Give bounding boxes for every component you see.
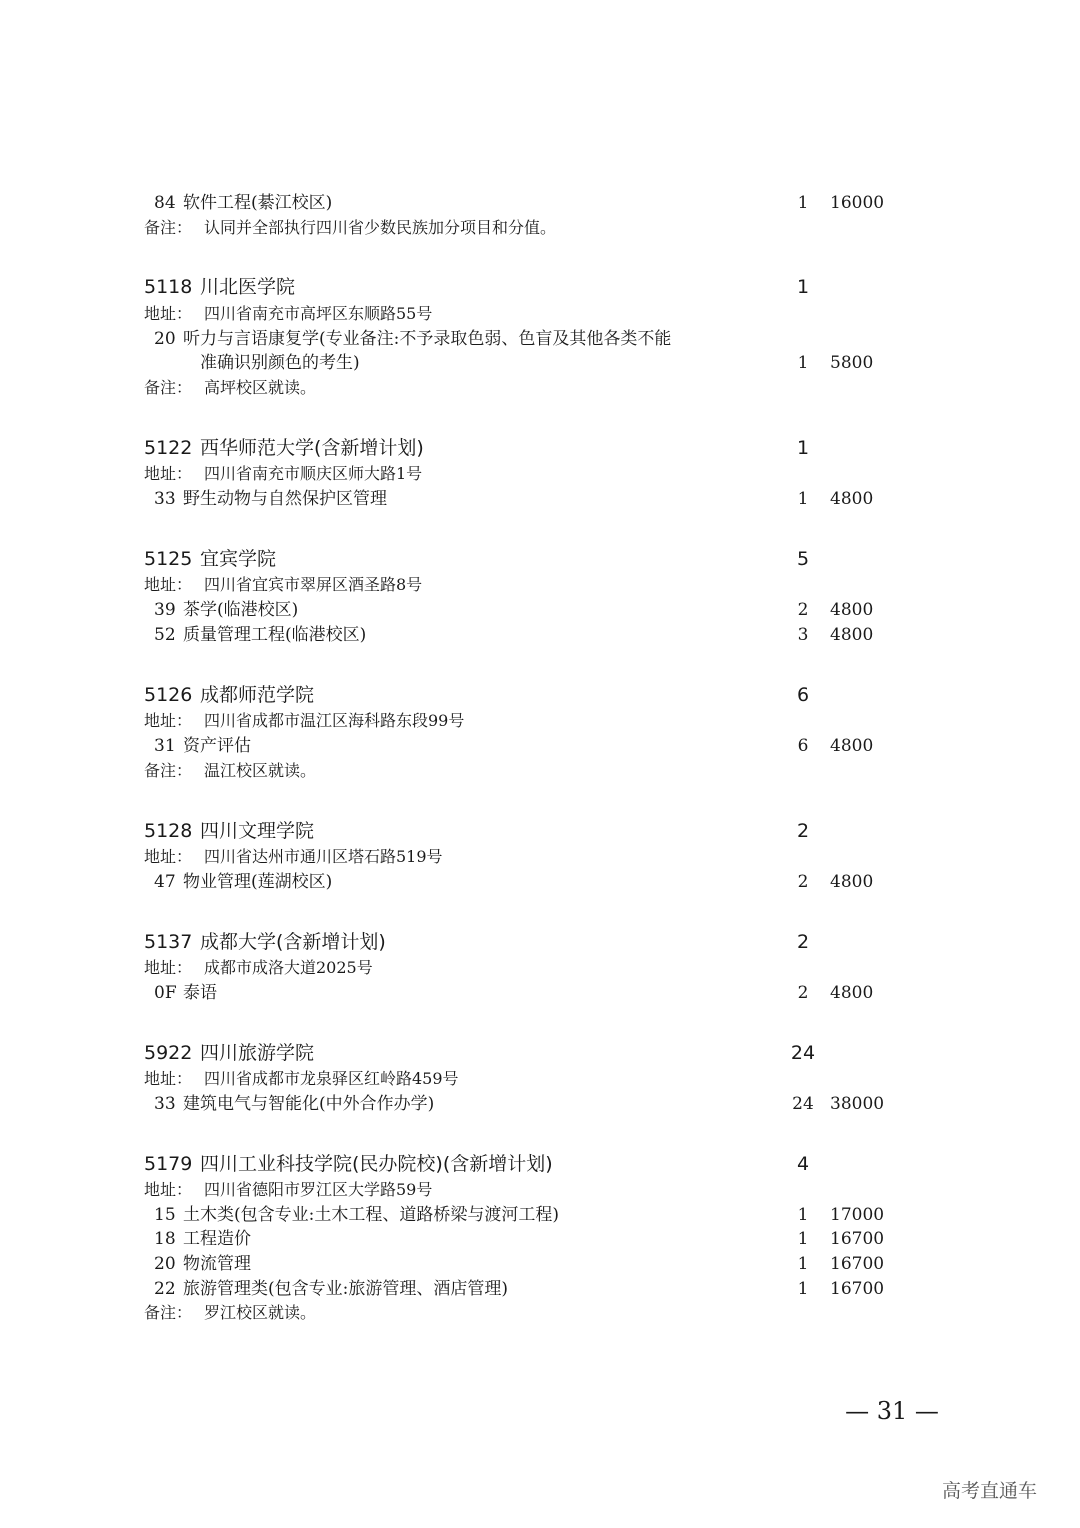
major-fee: 16700 — [830, 1279, 885, 1299]
major-name-continued: 准确识别颜色的考生) — [200, 353, 360, 373]
major-code: 22 — [154, 1279, 176, 1299]
address-text: 四川省德阳市罗江区大学路59号 — [204, 1180, 433, 1199]
list-item — [0, 486, 1080, 512]
major-name: 野生动物与自然保护区管理 — [183, 489, 387, 509]
school-count: 2 — [796, 820, 810, 842]
note-label: 备注： — [144, 218, 193, 237]
school-count: 1 — [796, 437, 810, 459]
address-label: 地址： — [144, 711, 193, 730]
major-count: 1 — [797, 1205, 809, 1225]
list-item — [0, 1226, 1080, 1252]
major-fee: 16700 — [830, 1229, 885, 1249]
school-code: 5118 — [144, 276, 193, 298]
major-count: 2 — [797, 600, 809, 620]
major-count: 2 — [797, 983, 809, 1003]
address-row — [0, 461, 1080, 487]
major-name: 资产评估 — [183, 736, 251, 756]
address-label: 地址： — [144, 958, 193, 977]
major-code: 47 — [154, 872, 176, 892]
note-row — [0, 215, 1080, 241]
major-code: 18 — [154, 1229, 176, 1249]
major-count: 1 — [797, 193, 809, 213]
address-row — [0, 572, 1080, 598]
school-count: 1 — [796, 276, 810, 298]
major-code: 33 — [154, 1094, 176, 1114]
major-name: 建筑电气与智能化(中外合作办学) — [183, 1094, 435, 1114]
note-label: 备注： — [144, 761, 193, 780]
address-row — [0, 1177, 1080, 1203]
school-count: 24 — [790, 1042, 816, 1064]
major-name: 质量管理工程(临港校区) — [183, 625, 367, 645]
school-code: 5126 — [144, 684, 193, 706]
major-count: 24 — [792, 1094, 814, 1114]
major-name: 泰语 — [183, 983, 217, 1003]
note-text: 罗江校区就读。 — [204, 1303, 317, 1322]
major-name: 土木类(包含专业:土木工程、道路桥梁与渡河工程) — [183, 1205, 559, 1225]
note-label: 备注： — [144, 1303, 193, 1322]
list-item — [0, 326, 1080, 352]
major-count: 1 — [797, 1279, 809, 1299]
note-row — [0, 375, 1080, 401]
school-name: 四川文理学院 — [200, 820, 315, 842]
address-text: 四川省南充市高坪区东顺路55号 — [204, 304, 433, 323]
school-code: 5922 — [144, 1042, 193, 1064]
school-header — [0, 929, 1080, 955]
major-code: 39 — [154, 600, 176, 620]
school-code: 5125 — [144, 548, 193, 570]
major-code: 20 — [154, 329, 176, 349]
school-header — [0, 818, 1080, 844]
school-code: 5179 — [144, 1153, 193, 1175]
major-code: 20 — [154, 1254, 176, 1274]
school-name: 川北医学院 — [200, 276, 296, 298]
major-fee: 4800 — [830, 736, 874, 756]
list-item — [0, 1251, 1080, 1277]
major-name: 物业管理(莲湖校区) — [183, 872, 333, 892]
major-fee: 17000 — [830, 1205, 885, 1225]
note-text: 高坪校区就读。 — [204, 378, 317, 397]
school-header — [0, 546, 1080, 572]
address-label: 地址： — [144, 847, 193, 866]
list-item — [0, 733, 1080, 759]
major-count: 2 — [797, 872, 809, 892]
major-code: 33 — [154, 489, 176, 509]
address-row — [0, 844, 1080, 870]
address-row — [0, 1066, 1080, 1092]
list-item-continued — [0, 350, 1080, 376]
page-number: — 31 — — [845, 1397, 939, 1425]
note-label: 备注： — [144, 378, 193, 397]
major-name: 旅游管理类(包含专业:旅游管理、酒店管理) — [183, 1279, 508, 1299]
note-row — [0, 758, 1080, 784]
list-item — [0, 597, 1080, 623]
list-item — [0, 1202, 1080, 1228]
list-item — [0, 1276, 1080, 1302]
major-fee: 4800 — [830, 625, 874, 645]
major-name: 听力与言语康复学(专业备注:不予录取色弱、色盲及其他各类不能 — [183, 329, 672, 349]
major-fee: 38000 — [830, 1094, 885, 1114]
major-count: 1 — [797, 489, 809, 509]
address-row — [0, 708, 1080, 734]
note-text: 认同并全部执行四川省少数民族加分项目和分值。 — [204, 218, 557, 237]
school-header — [0, 682, 1080, 708]
school-name: 成都大学(含新增计划) — [200, 931, 386, 953]
school-name: 宜宾学院 — [200, 548, 277, 570]
address-row — [0, 955, 1080, 981]
major-fee: 16700 — [830, 1254, 885, 1274]
major-name: 茶学(临港校区) — [183, 600, 299, 620]
major-count: 6 — [797, 736, 809, 756]
list-item — [0, 190, 1080, 216]
school-count: 4 — [796, 1153, 810, 1175]
major-fee: 4800 — [830, 872, 874, 892]
major-code: 15 — [154, 1205, 176, 1225]
school-header — [0, 1151, 1080, 1177]
major-fee: 4800 — [830, 600, 874, 620]
address-label: 地址： — [144, 464, 193, 483]
school-code: 5137 — [144, 931, 193, 953]
major-code: 52 — [154, 625, 176, 645]
major-fee: 16000 — [830, 193, 885, 213]
school-count: 2 — [796, 931, 810, 953]
major-code: 84 — [154, 193, 176, 213]
address-text: 四川省南充市顺庆区师大路1号 — [204, 464, 423, 483]
school-name: 西华师范大学(含新增计划) — [200, 437, 424, 459]
major-count: 1 — [797, 1254, 809, 1274]
school-name: 成都师范学院 — [200, 684, 315, 706]
major-name: 工程造价 — [183, 1229, 251, 1249]
address-label: 地址： — [144, 304, 193, 323]
major-count: 1 — [797, 1229, 809, 1249]
major-fee: 4800 — [830, 489, 874, 509]
school-header — [0, 1040, 1080, 1066]
major-name: 软件工程(綦江校区) — [183, 193, 333, 213]
address-text: 四川省成都市温江区海科路东段99号 — [204, 711, 465, 730]
address-text: 成都市成洛大道2025号 — [204, 958, 373, 977]
address-label: 地址： — [144, 1180, 193, 1199]
list-item — [0, 869, 1080, 895]
note-row — [0, 1300, 1080, 1326]
school-header — [0, 435, 1080, 461]
address-label: 地址： — [144, 575, 193, 594]
major-fee: 4800 — [830, 983, 874, 1003]
major-count: 1 — [797, 353, 809, 373]
list-item — [0, 622, 1080, 648]
major-code: 31 — [154, 736, 176, 756]
school-count: 5 — [796, 548, 810, 570]
list-item — [0, 1091, 1080, 1117]
school-code: 5128 — [144, 820, 193, 842]
school-header — [0, 274, 1080, 300]
major-fee: 5800 — [830, 353, 874, 373]
school-code: 5122 — [144, 437, 193, 459]
watermark-text: 高考直通车 — [942, 1480, 1038, 1502]
address-text: 四川省达州市通川区塔石路519号 — [204, 847, 443, 866]
address-row — [0, 301, 1080, 327]
major-count: 3 — [797, 625, 809, 645]
address-text: 四川省成都市龙泉驿区红岭路459号 — [204, 1069, 459, 1088]
address-text: 四川省宜宾市翠屏区酒圣路8号 — [204, 575, 423, 594]
major-code: 0F — [154, 983, 177, 1003]
school-count: 6 — [796, 684, 810, 706]
address-label: 地址： — [144, 1069, 193, 1088]
note-text: 温江校区就读。 — [204, 761, 317, 780]
school-name: 四川工业科技学院(民办院校)(含新增计划) — [200, 1153, 553, 1175]
list-item — [0, 980, 1080, 1006]
school-name: 四川旅游学院 — [200, 1042, 315, 1064]
major-name: 物流管理 — [183, 1254, 251, 1274]
